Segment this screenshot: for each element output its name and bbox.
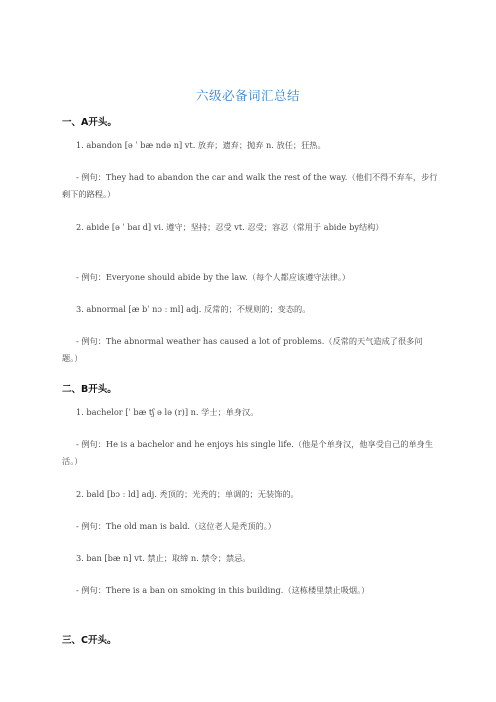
entry-ban: 3. ban [bæ n] vt. 禁止；取缔 n. 禁令；禁忌。	[76, 553, 251, 563]
entry-abandon: 1. abandon [ə ˈ bæ ndə n] vt. 放弃；遗弃；抛弃 n. 放任；狂热。	[76, 140, 326, 150]
document-title: 六级必备词汇总结	[195, 88, 300, 103]
section-heading-c: 三、C开头。	[62, 635, 117, 646]
entry-abide: 2. abide [ə ˈ baɪ d] vi. 遵守；坚持；忍受 vt. 忍受；容忍（常用于 abide by结构）	[76, 222, 384, 232]
example-abide: - 例句：Everyone should abide by the law.（每个人都应该遵守法律。）	[76, 272, 351, 282]
entry-abnormal: 3. abnormal [æ bˈ nɔ ː ml] adj. 反常的；不规则的；变态的。	[76, 304, 311, 314]
entry-bachelor: 1. bachelor [ˈ bæ tʃ ə lə (r)] n. 学士；单身汉。	[76, 407, 259, 417]
example-abnormal: - 例句：The abnormal weather has caused a lot of problems.（反常的天气造成了很多问题。）	[62, 336, 423, 363]
section-heading-a: 一、A开头。	[62, 117, 117, 128]
section-heading-b: 二、B开头。	[62, 384, 117, 395]
entry-bald: 2. bald [bɔ ː ld] adj. 秃顶的；光秃的；单调的；无装饰的。	[76, 489, 299, 499]
example-abandon: - 例句：They had to abandon the car and walk the rest of the way.（他们不得不弃车，步行剩下的路程。）	[62, 172, 438, 199]
example-bald: - 例句：The old man is bald.（这位老人是秃顶的。）	[76, 521, 276, 531]
example-bachelor: - 例句：He is a bachelor and he enjoys his single life.（他是个单身汉，他享受自己的单身生活。）	[62, 439, 434, 466]
example-ban: - 例句：There is a ban on smoking in this building.（这栋楼里禁止吸烟。）	[76, 585, 370, 595]
